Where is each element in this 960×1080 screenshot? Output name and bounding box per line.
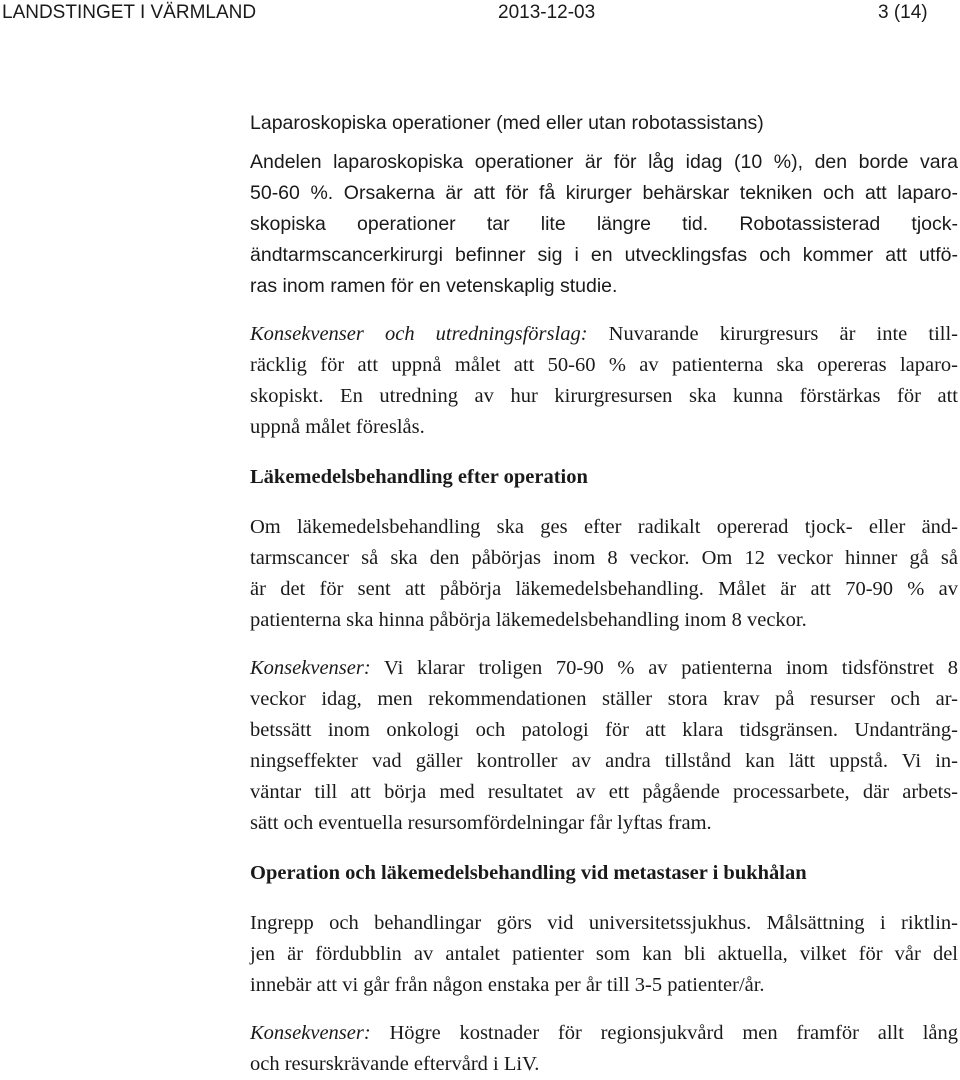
text-line: jen är fördubblin av antalet patienter som kan bli aktuella, vilket för vår del <box>250 943 958 965</box>
section-paragraph-laparoscopic <box>250 147 958 302</box>
consequence-label: Konsekvenser: <box>250 1022 371 1044</box>
text-line: betssätt inom onkologi och patologi för att klara tidsgränsen. Undanträng- <box>250 719 958 741</box>
text-line: är det för sent att påbörja läkemedelsbehandling. Målet är att 70-90 % av <box>250 578 958 600</box>
consequence-label: Konsekvenser och utredningsförslag: <box>250 323 588 345</box>
text-line: innebär att vi går från någon enstaka per år till 3-5 patienter/år. <box>250 974 765 996</box>
consequence-paragraph-metastases <box>250 1018 958 1080</box>
section-title-metastases: Operation och läkemedelsbehandling vid metastaser i bukhålan <box>250 862 807 884</box>
page-number: 3 (14) <box>878 2 928 23</box>
text-line: ningseffekter vad gäller kontroller av andra tillstånd kan lätt uppstå. Vi in- <box>250 750 958 772</box>
text-line: sätt och eventuella resursomfördelningar får lyftas fram. <box>250 812 712 834</box>
text-line: Andelen laparoskopiska operationer är för låg idag (10 %), den borde vara <box>250 151 958 173</box>
text-line: 50-60 %. Orsakerna är att för få kirurger behärskar tekniken och att laparo- <box>250 182 958 204</box>
text-line: räcklig för att uppnå målet att 50-60 % av patienterna ska opereras laparo- <box>250 354 958 376</box>
text-line: Ingrepp och behandlingar görs vid universitetssjukhus. Målsättning i riktlin- <box>250 912 958 934</box>
consequence-label: Konsekvenser: <box>250 657 371 679</box>
text-line: skopiskt. En utredning av hur kirurgresursen ska kunna förstärkas för att <box>250 385 958 407</box>
document-body <box>250 108 958 1080</box>
document-date: 2013-12-03 <box>498 2 596 23</box>
text-line: ras inom ramen för en vetenskaplig studie. <box>250 275 618 297</box>
text-line: veckor idag, men rekommendationen ställer stora krav på resurser och ar- <box>250 688 958 710</box>
text-line: Konsekvenser: Vi klarar troligen 70-90 % av patienterna inom tidsfönstret 8 <box>250 657 958 679</box>
consequence-paragraph-laparoscopic <box>250 319 958 443</box>
section-paragraph-medication <box>250 512 958 636</box>
page-header <box>0 0 960 30</box>
section-title-medication: Läkemedelsbehandling efter operation <box>250 466 588 488</box>
text-line: skopiska operationer tar lite längre tid. Robotassisterad tjock- <box>250 213 958 235</box>
text-line: Konsekvenser och utredningsförslag: Nuvarande kirurgresurs är inte till- <box>250 323 959 345</box>
organization-name: LANDSTINGET I VÄRMLAND <box>2 2 257 23</box>
text-line: uppnå målet föreslås. <box>250 416 425 438</box>
text-line: Om läkemedelsbehandling ska ges efter radikalt opererad tjock- eller änd- <box>250 516 958 538</box>
text-line: och resurskrävande eftervård i LiV. <box>250 1053 540 1075</box>
text-line: ändtarmscancerkirurgi befinner sig i en utvecklingsfas och kommer att utfö- <box>250 244 958 266</box>
text-line: Konsekvenser: Högre kostnader för regionsjukvård men framför allt lång <box>250 1022 958 1044</box>
text-line: tarmscancer så ska den påbörjas inom 8 veckor. Om 12 veckor hinner gå så <box>250 547 958 569</box>
section-paragraph-metastases <box>250 908 958 1001</box>
consequence-paragraph-medication <box>250 653 958 839</box>
text-line: patienterna ska hinna påbörja läkemedelsbehandling inom 8 veckor. <box>250 609 807 631</box>
section-title-laparoscopic: Laparoskopiska operationer (med eller utan robotassistans) <box>250 112 764 134</box>
text-line: väntar till att börja med resultatet av ett pågående processarbete, där arbets- <box>250 781 958 803</box>
